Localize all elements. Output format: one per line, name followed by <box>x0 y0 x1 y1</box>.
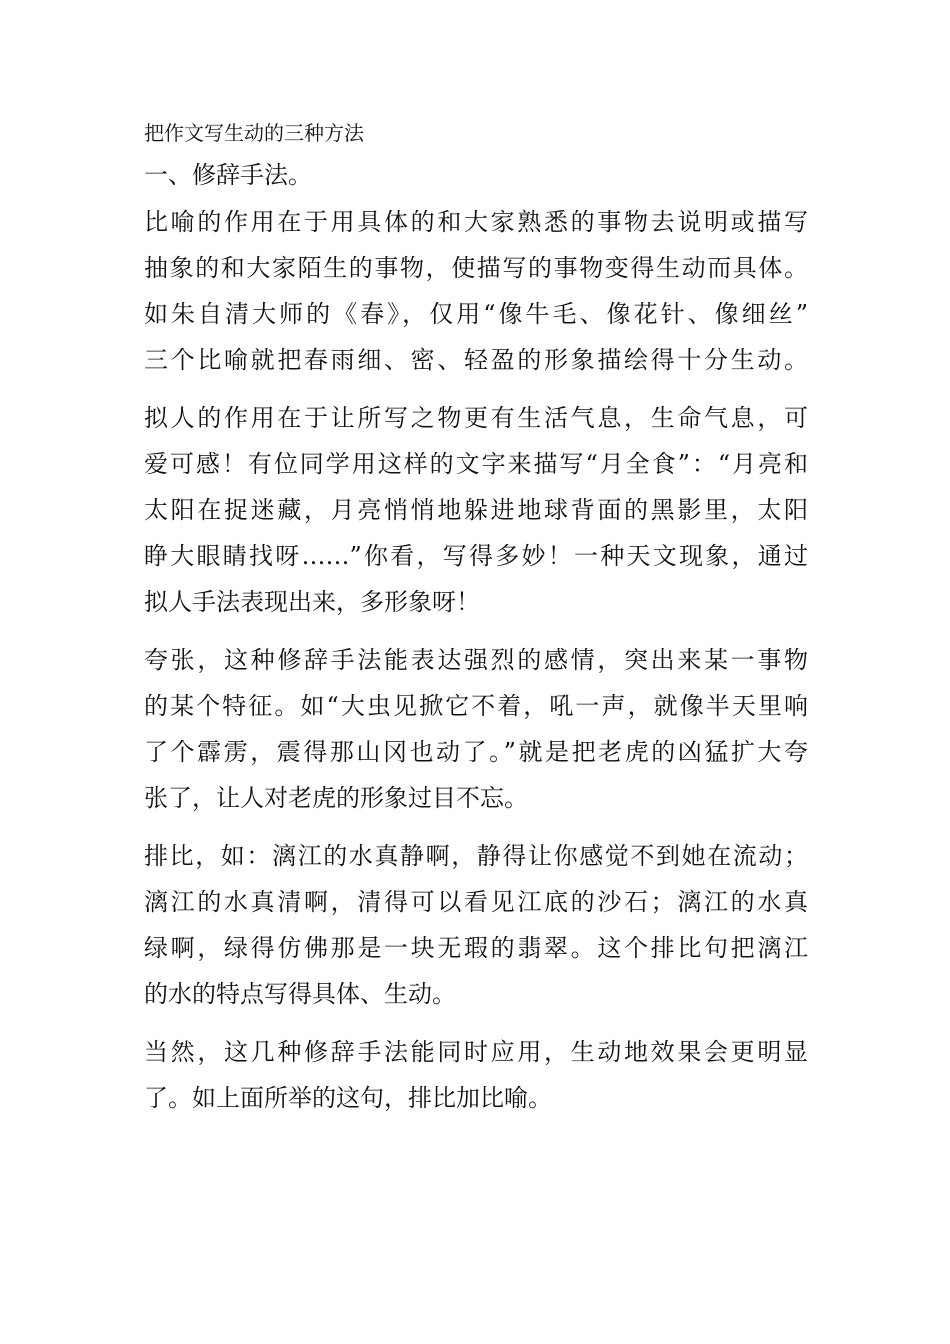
paragraph-line: 当然，这几种修辞手法能同时应用，生动地效果会更明显 <box>144 1038 808 1066</box>
paragraph-line: 如朱自清大师的《春》，仅用“像牛毛、像花针、像细丝” <box>144 300 808 328</box>
paragraph-parallelism <box>144 833 808 1017</box>
paragraph-line: 排比，如：漓江的水真静啊，静得让你感觉不到她在流动； <box>144 842 808 870</box>
paragraph-line: 睁大眼睛找呀……”你看，写得多妙！一种天文现象，通过 <box>144 542 808 570</box>
paragraph-line: 爱可感！有位同学用这样的文字来描写“月全食”：“月亮和 <box>144 450 808 478</box>
paragraph-line: 拟人的作用在于让所写之物更有生活气息，生命气息，可 <box>144 404 808 432</box>
paragraph-line: 漓江的水真清啊，清得可以看见江底的沙石；漓江的水真 <box>144 888 808 916</box>
section-heading: 一、修辞手法。 <box>144 161 312 189</box>
paragraph-line: 了个霹雳，震得那山冈也动了。”就是把老虎的凶猛扩大夸 <box>144 738 808 766</box>
paragraph-line: 比喻的作用在于用具体的和大家熟悉的事物去说明或描写 <box>144 208 808 236</box>
paragraph-line: 夸张，这种修辞手法能表达强烈的感情，突出来某一事物 <box>144 646 808 674</box>
paragraph-line: 了。如上面所举的这句，排比加比喻。 <box>144 1084 552 1112</box>
document-page <box>144 115 808 1133</box>
paragraph-line: 拟人手法表现出来，多形象呀！ <box>144 588 480 616</box>
paragraph-line: 的某个特征。如“大虫见掀它不着，吼一声，就像半天里响 <box>144 692 808 720</box>
paragraph-line: 绿啊，绿得仿佛那是一块无瑕的翡翠。这个排比句把漓江 <box>144 934 808 962</box>
paragraph-line: 抽象的和大家陌生的事物，使描写的事物变得生动而具体。 <box>144 254 808 282</box>
paragraph-combination <box>144 1029 808 1121</box>
document-title: 把作文写生动的三种方法 <box>144 121 364 145</box>
paragraph-line: 三个比喻就把春雨细、密、轻盈的形象描绘得十分生动。 <box>144 346 808 374</box>
paragraph-metaphor <box>144 199 808 383</box>
paragraph-exaggeration <box>144 637 808 821</box>
paragraph-line: 张了，让人对老虎的形象过目不忘。 <box>144 784 528 812</box>
paragraph-line: 太阳在捉迷藏，月亮悄悄地躲进地球背面的黑影里，太阳 <box>144 496 808 524</box>
paragraph-line: 的水的特点写得具体、生动。 <box>144 980 456 1008</box>
paragraph-personification <box>144 395 808 625</box>
